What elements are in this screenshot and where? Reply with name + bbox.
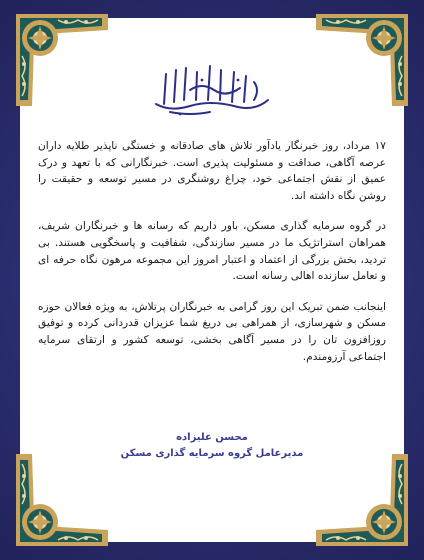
letter-body [38,138,386,379]
signature-block [120,430,304,462]
signer-name: محسن علیزاده [176,432,248,443]
corner-ornament-top-left [14,12,110,108]
paragraph-1: ۱۷ مرداد، روز خبرنگار یادآور تلاش های صادقانه و خستگی ناپذیر طلایه داران عرصه آگاهی، صداقت و مسئولیت پذیری است. خبرنگارانی که با تعهد و درک عمیق از نقش اجتماعی خود، چراغ روشنگری در مسیر توسعه و حقیقت را روشن نگاه داشته اند. [38,140,386,202]
basmala-calligraphy [150,60,274,118]
corner-ornament-bottom-left [14,452,110,548]
corner-ornament-bottom-right [314,452,410,548]
corner-ornament-top-right [314,12,410,108]
signer-title: مدیرعامل گروه سرمایه گذاری مسکن [120,448,304,459]
paragraph-2: در گروه سرمایه گذاری مسکن، باور داریم که رسانه ها و خبرنگاران شریف، همراهان استراتژیک ما در مسیر سازندگی، شفافیت و پاسخگویی هستند. بی تردید، بخش بزرگی از اعتماد و اعتبار امروز این مجموعه مرهون نگاه حرفه ای و تعامل سازنده اهالی رسانه است. [38,220,386,283]
paragraph-3: اینجانب ضمن تبریک این روز گرامی به خبرنگاران پرتلاش، به ویژه فعالان حوزه مسکن و شهرسازی، از همراهی بی دریغ شما عزیزان قدردانی کرده و توفیق روزافزون تان را در مسیر آگاهی بخشی، توسعه کشور و ارتقای سرمایه اجتماعی آرزومندم. [38,300,386,363]
